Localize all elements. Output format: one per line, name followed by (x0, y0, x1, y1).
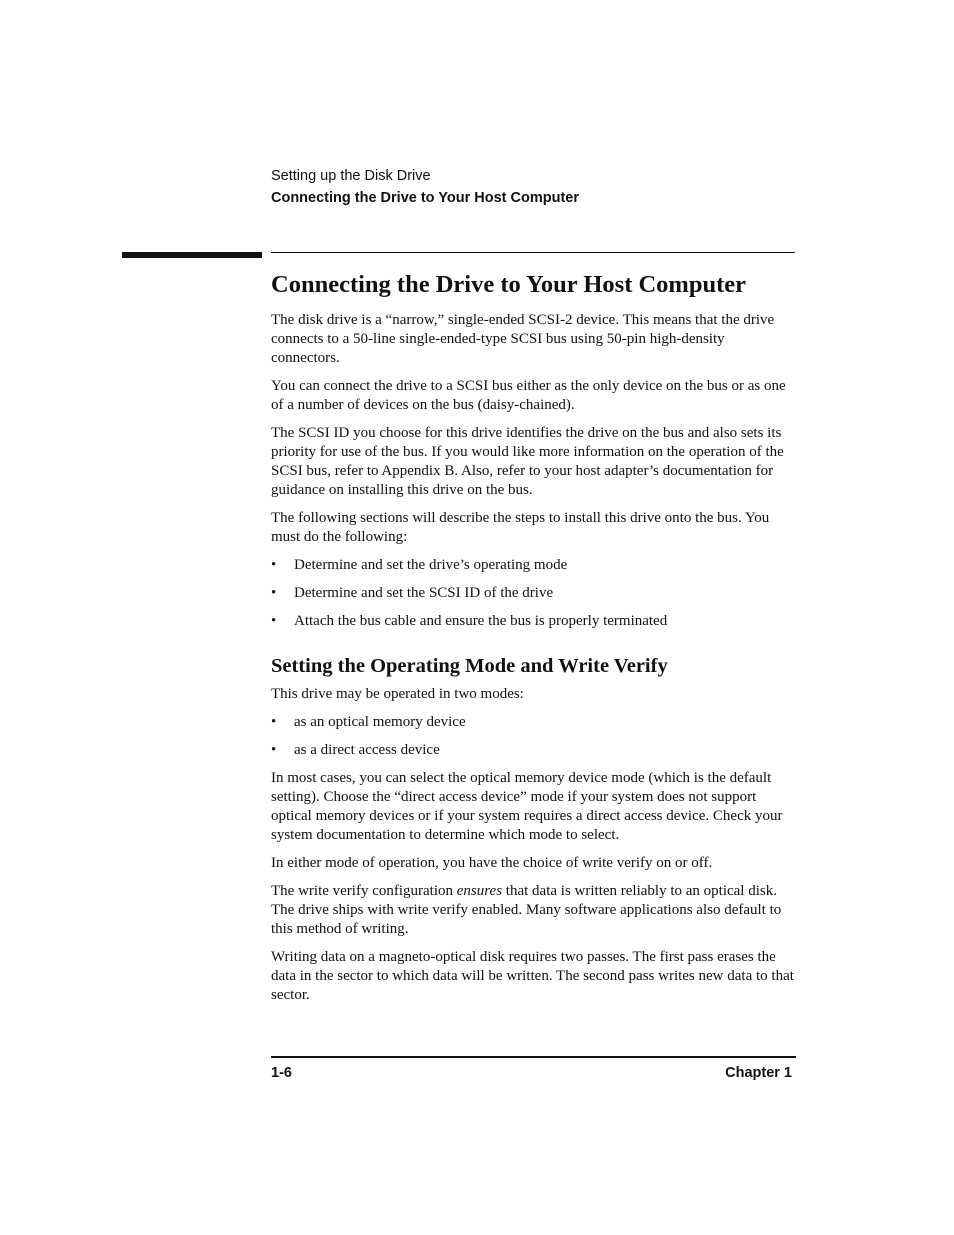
list-item: • as a direct access device (271, 741, 797, 760)
list-item: • Determine and set the drive’s operating mode (271, 556, 797, 575)
paragraph-following-steps: The following sections will describe the steps to install this drive onto the bus. You must do the following: (271, 510, 770, 545)
section-rule-thin (271, 252, 795, 253)
paragraph-mode-selection: In most cases, you can select the optical memory device mode (which is the default setting). Choose the “direct access device” mode if your system does not support optical memory devices or if your system requires a direct access device. Check your system documentation to determine which mode to select. (271, 770, 783, 843)
list-item: • as an optical memory device (271, 713, 797, 732)
section-heading: Connecting the Drive to Your Host Computer (271, 271, 746, 298)
running-head-section: Connecting the Drive to Your Host Computer (271, 190, 580, 206)
write-verify-emphasis: ensures (456, 883, 503, 899)
paragraph-two-passes: Writing data on a magneto-optical disk requires two passes. The first pass erases the data in the sector to which data will be written. The second pass writes new data to that sector. (271, 949, 794, 1003)
write-verify-text-start: The write verify configuration (271, 883, 457, 899)
paragraph-bus-connection: You can connect the drive to a SCSI bus either as the only device on the bus or as one of a number of devices on the bus (daisy-chained). (271, 378, 786, 413)
section-rule-thick (122, 252, 262, 258)
paragraph-scsi-type: The disk drive is a “narrow,” single-ended SCSI-2 device. This means that the drive connects to a 50-line single-ended-type SCSI bus using 50-pin high-density connectors. (271, 312, 775, 366)
running-head (271, 165, 579, 209)
page-body (271, 268, 797, 1014)
running-head-chapter: Setting up the Disk Drive (271, 168, 431, 184)
write-verify-text-end: that data is written reliably to an optical disk. The drive ships with write verify enabled. Many software applications also default to this method of writing. (271, 883, 782, 937)
page-footer (271, 1063, 792, 1083)
modes-list (271, 713, 797, 760)
chapter-label: Chapter 1 (725, 1065, 792, 1081)
list-item: • Attach the bus cable and ensure the bus is properly terminated (271, 612, 797, 631)
subsection-heading: Setting the Operating Mode and Write Verify (271, 655, 668, 677)
paragraph-either-mode: In either mode of operation, you have the choice of write verify on or off. (271, 855, 713, 871)
paragraph-scsi-id: The SCSI ID you choose for this drive identifies the drive on the bus and also sets its priority for use of the bus. If you would like more information on the operation of the SCSI bus, refer to Appendix B. Also, refer to your host adapter’s documentation for guidance on installing this drive on the bus. (271, 425, 784, 498)
page-number: 1-6 (271, 1065, 292, 1081)
steps-list (271, 556, 797, 631)
list-item: • Determine and set the SCSI ID of the drive (271, 584, 797, 603)
paragraph-write-verify (271, 882, 797, 939)
paragraph-modes-intro: This drive may be operated in two modes: (271, 686, 524, 702)
footer-rule (271, 1056, 796, 1058)
